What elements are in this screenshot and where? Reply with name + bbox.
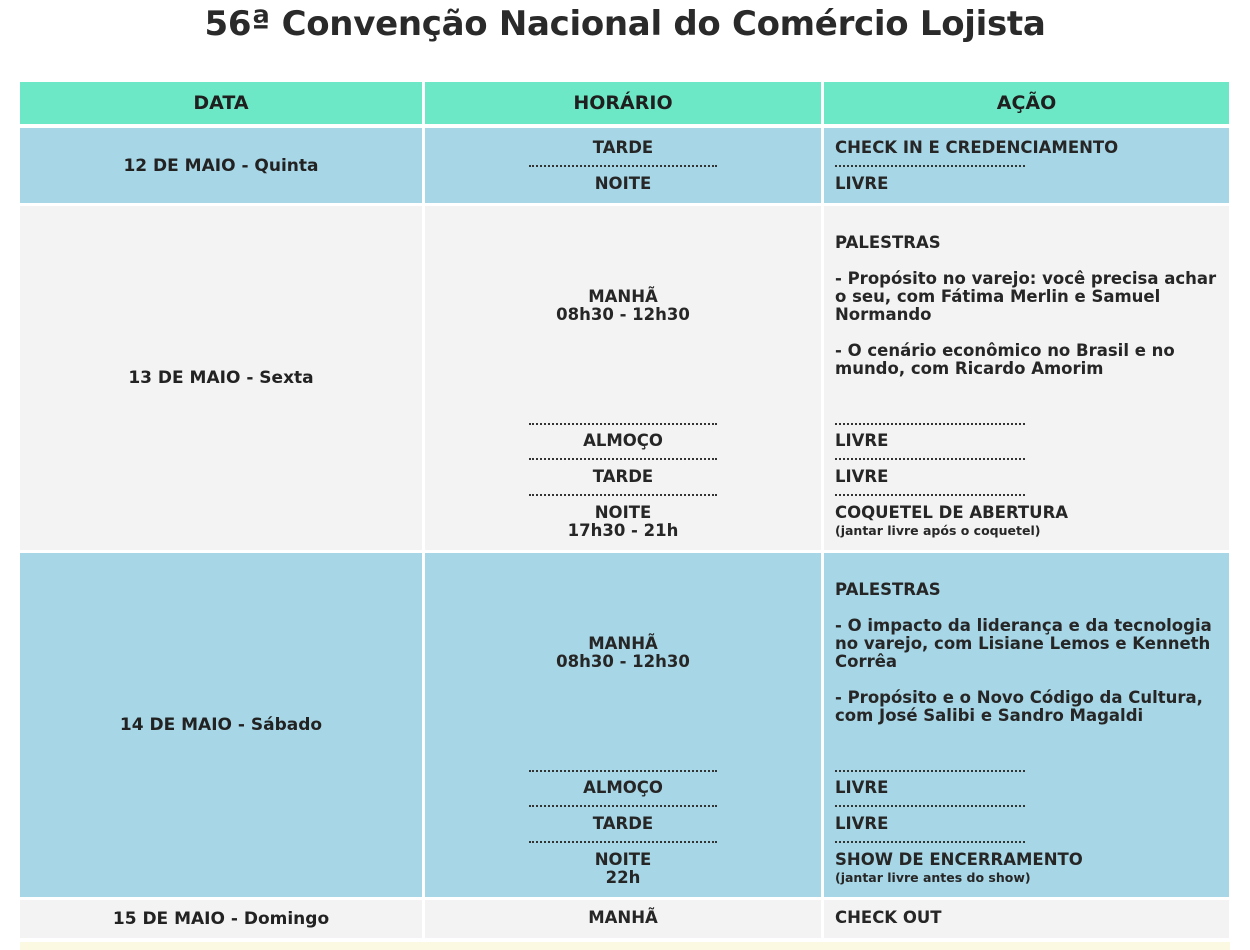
time-manha-range: 08h30 - 12h30 xyxy=(556,305,690,324)
action-cell-15-maio xyxy=(824,900,1229,938)
talk-item: - O impacto da liderança e da tecnologia no varejo, com Lisiane Lemos e Kenneth Corrêa xyxy=(835,616,1212,671)
date-cell-13-maio: 13 DE MAIO - Sexta xyxy=(20,206,422,550)
time-cell-12-maio xyxy=(425,128,821,203)
time-almoco: ALMOÇO xyxy=(583,431,663,450)
time-noite-range: 17h30 - 21h xyxy=(567,521,679,540)
divider xyxy=(835,841,1025,843)
divider xyxy=(529,805,717,807)
col-header-time: HORÁRIO xyxy=(425,82,821,124)
page-title: 56ª Convenção Nacional do Comércio Lojista xyxy=(204,4,1046,44)
action-checkout: CHECK OUT xyxy=(835,908,942,927)
time-manha: MANHÃ xyxy=(588,908,658,927)
divider xyxy=(835,458,1025,460)
divider xyxy=(835,165,1025,167)
palestras-heading: PALESTRAS xyxy=(835,580,941,599)
divider xyxy=(835,770,1025,772)
time-manha-range: 08h30 - 12h30 xyxy=(556,652,690,671)
palestras-heading: PALESTRAS xyxy=(835,233,941,252)
divider xyxy=(529,841,717,843)
action-cell-13-maio xyxy=(824,206,1229,550)
date-cell-12-maio: 12 DE MAIO - Quinta xyxy=(20,128,422,203)
action-tarde: LIVRE xyxy=(835,467,889,486)
time-manha: MANHÃ xyxy=(588,287,658,306)
action-livre: LIVRE xyxy=(835,174,889,193)
time-tarde: TARDE xyxy=(592,467,654,486)
action-cell-14-maio xyxy=(824,553,1229,897)
action-almoco: LIVRE xyxy=(835,778,889,797)
date-cell-14-maio: 14 DE MAIO - Sábado xyxy=(20,553,422,897)
action-tarde: LIVRE xyxy=(835,814,889,833)
time-cell-15-maio xyxy=(425,900,821,938)
action-almoco: LIVRE xyxy=(835,431,889,450)
divider xyxy=(529,165,717,167)
action-coquetel-note: (jantar livre após o coquetel) xyxy=(835,523,1041,538)
time-noite-range: 22h xyxy=(605,868,641,887)
col-header-action: AÇÃO xyxy=(824,82,1229,124)
divider xyxy=(529,423,717,425)
date-cell-15-maio: 15 DE MAIO - Domingo xyxy=(20,900,422,938)
action-show: SHOW DE ENCERRAMENTO xyxy=(835,850,1083,869)
divider xyxy=(835,423,1025,425)
time-tarde: TARDE xyxy=(592,814,654,833)
divider xyxy=(529,494,717,496)
action-checkin: CHECK IN E CREDENCIAMENTO xyxy=(835,138,1119,157)
talk-item: - Propósito e o Novo Código da Cultura, com José Salibi e Sandro Magaldi xyxy=(835,688,1203,725)
divider xyxy=(529,770,717,772)
time-noite: NOITE xyxy=(594,503,652,522)
talk-item: - O cenário econômico no Brasil e no mundo, com Ricardo Amorim xyxy=(835,341,1175,378)
talk-item: - Propósito no varejo: você precisa achar o seu, com Fátima Merlin e Samuel Normando xyxy=(835,269,1217,324)
time-cell-14-maio xyxy=(425,553,821,897)
time-cell-13-maio xyxy=(425,206,821,550)
time-manha: MANHÃ xyxy=(588,634,658,653)
action-coquetel: COQUETEL DE ABERTURA xyxy=(835,503,1069,522)
time-noite: NOITE xyxy=(594,850,652,869)
col-header-date: DATA xyxy=(20,82,422,124)
time-noite: NOITE xyxy=(594,174,652,193)
footer-strip xyxy=(20,942,1230,950)
action-show-note: (jantar livre antes do show) xyxy=(835,870,1031,885)
divider xyxy=(835,494,1025,496)
divider xyxy=(529,458,717,460)
divider xyxy=(835,805,1025,807)
action-cell-12-maio xyxy=(824,128,1229,203)
time-tarde: TARDE xyxy=(592,138,654,157)
time-almoco: ALMOÇO xyxy=(583,778,663,797)
